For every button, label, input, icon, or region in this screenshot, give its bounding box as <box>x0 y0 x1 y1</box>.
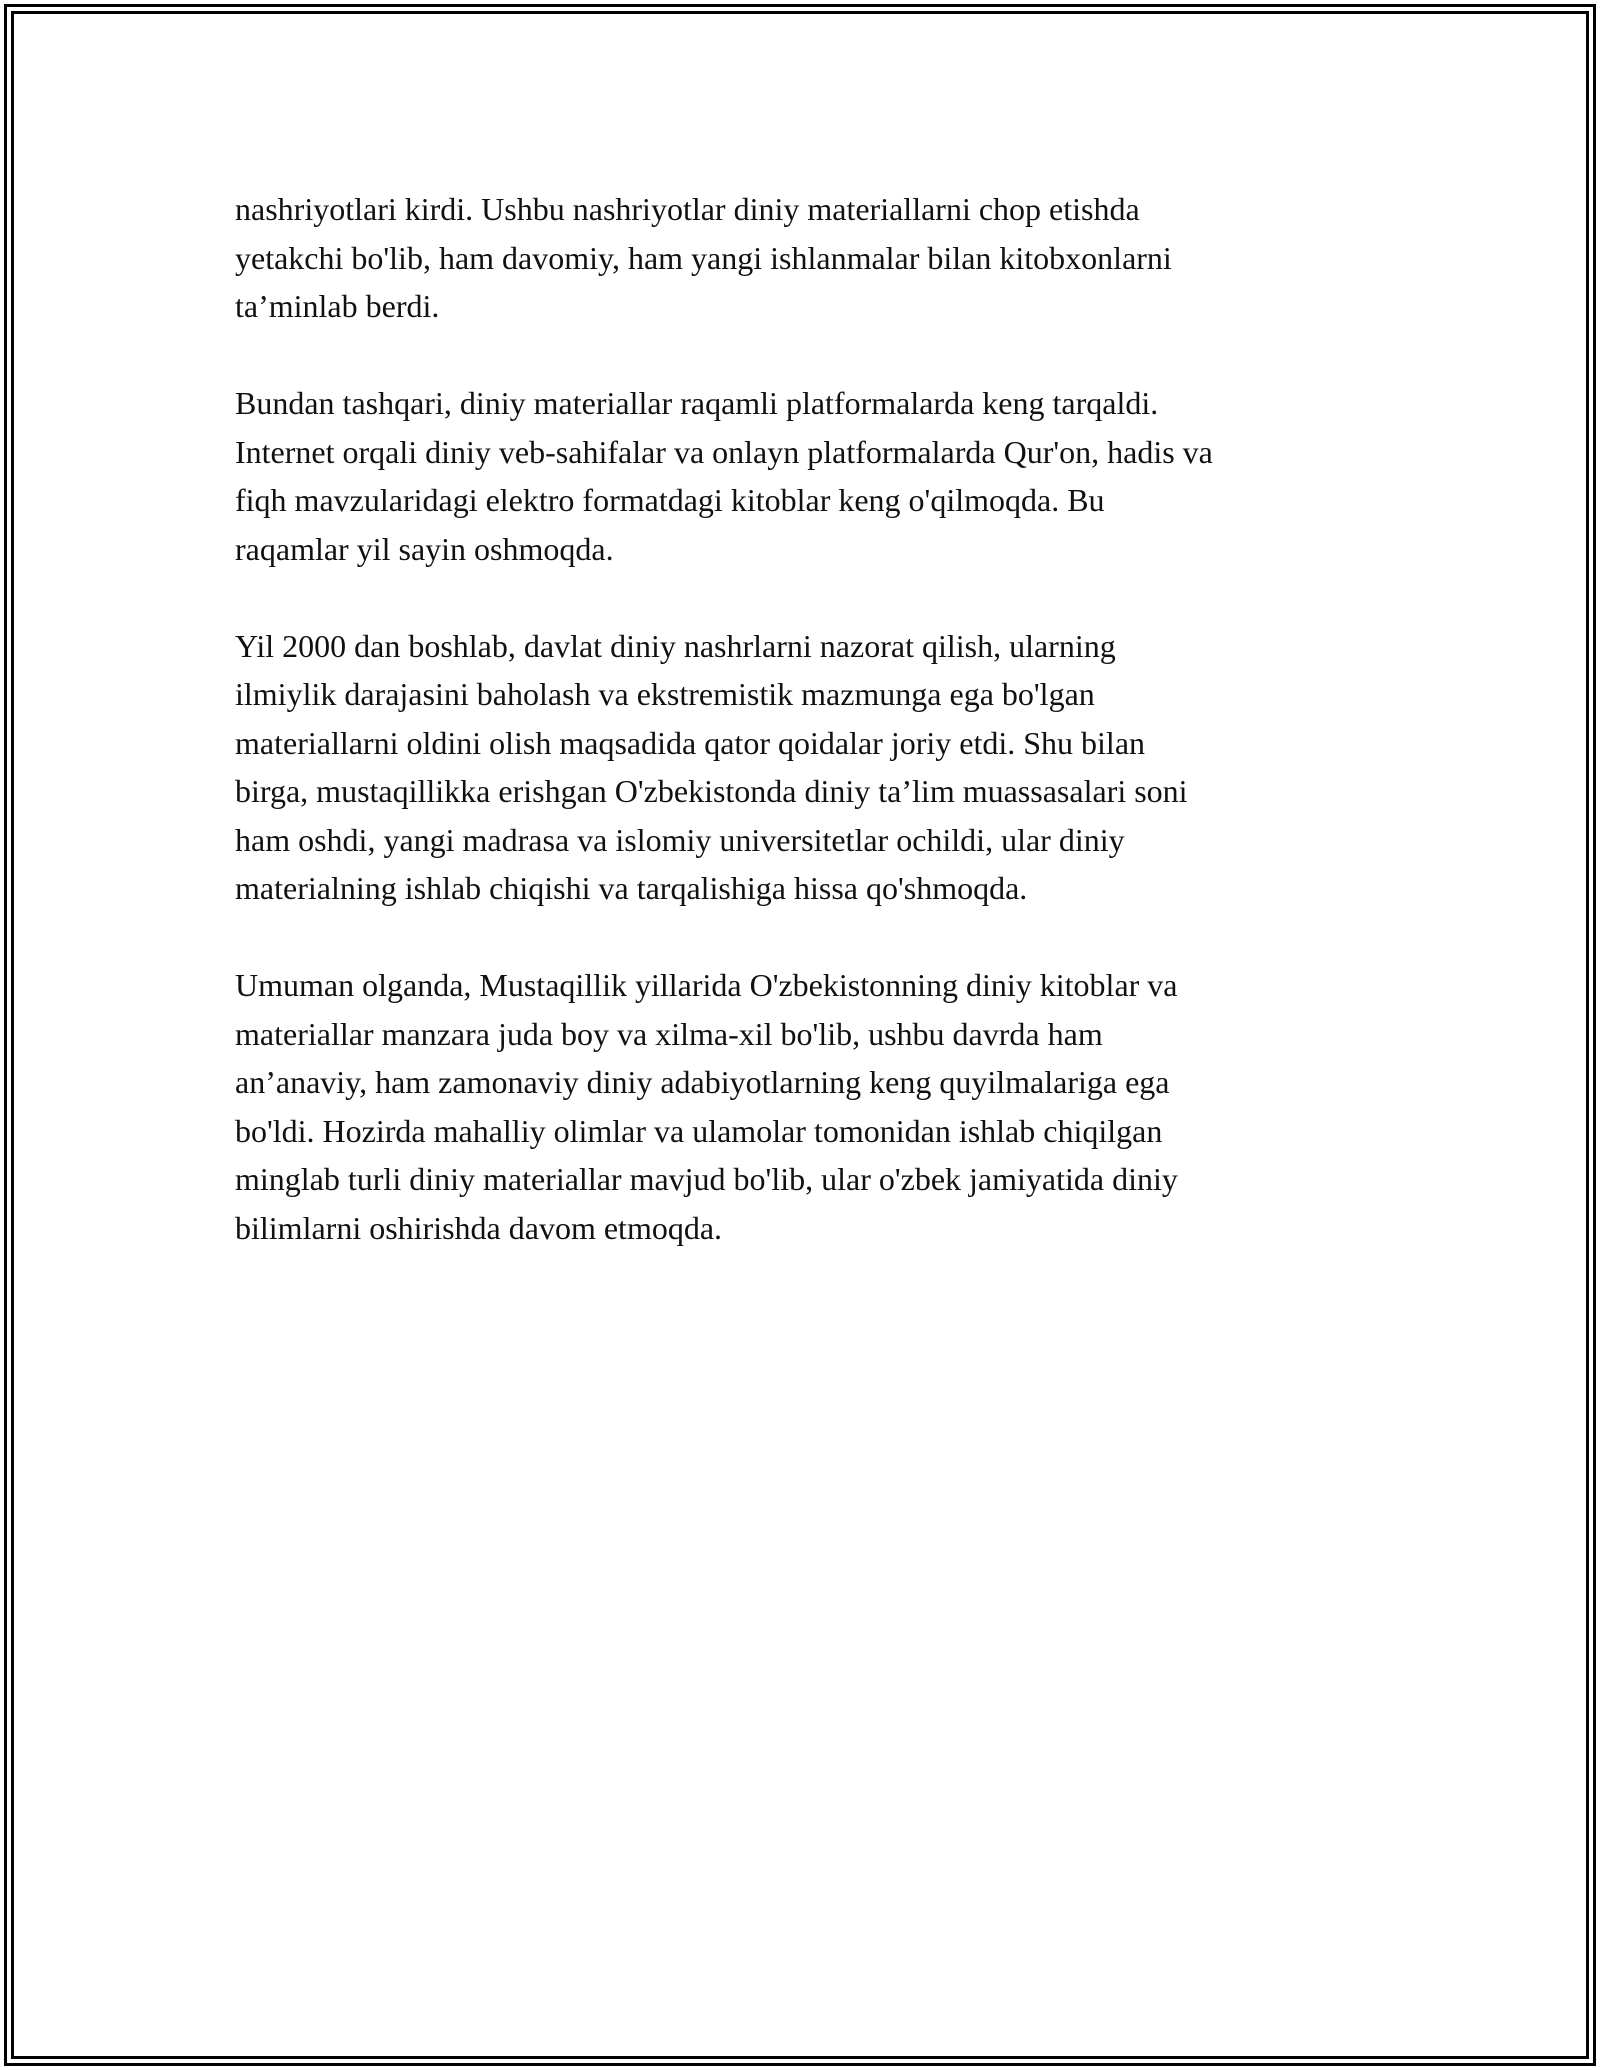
paragraph-publishers: nashriyotlari kirdi. Ushbu nashriyotlar diniy materiallarni chop etishda yetakchi bo'lib, ham davomiy, ham yangi ishlanmalar bilan kitobxonlarni ta’minlab berdi. <box>235 191 1172 324</box>
paragraph-conclusion: Umuman olganda, Mustaqillik yillarida O'zbekistonning diniy kitoblar va materiallar manzara juda boy va xilma-xil bo'lib, ushbu davrda ham an’anaviy, ham zamonaviy diniy adabiyotlarning keng quyilmalariga ega bo'ldi. Hozirda mahalliy olimlar va ulamolar tomonidan ishlab chiqilgan minglab turli diniy materiallar mavjud bo'lib, ular o'zbek jamiyatida diniy bilimlarni oshirishda davom etmoqda. <box>235 967 1178 1246</box>
paragraph-digital-platforms: Bundan tashqari, diniy materiallar raqamli platformalarda keng tarqaldi. Internet orqali diniy veb-sahifalar va onlayn platformalarda Qur'on, hadis va fiqh mavzularidagi elektro formatdagi kitoblar keng o'qilmoqda. Bu raqamlar yil sayin oshmoqda. <box>235 385 1213 567</box>
paragraph-state-regulation: Yil 2000 dan boshlab, davlat diniy nashrlarni nazorat qilish, ularning ilmiylik darajasini baholash va ekstremistik mazmunga ega bo'lgan materiallarni oldini olish maqsadida qator qoidalar joriy etdi. Shu bilan birga, mustaqillikka erishgan O'zbekistonda diniy ta’lim muassasalari soni ham oshdi, yangi madrasa va islomiy universitetlar ochildi, ular diniy materialning ishlab chiqishi va tarqalishiga hissa qo'shmoqda. <box>235 627 1188 906</box>
document-body <box>235 185 1375 1301</box>
